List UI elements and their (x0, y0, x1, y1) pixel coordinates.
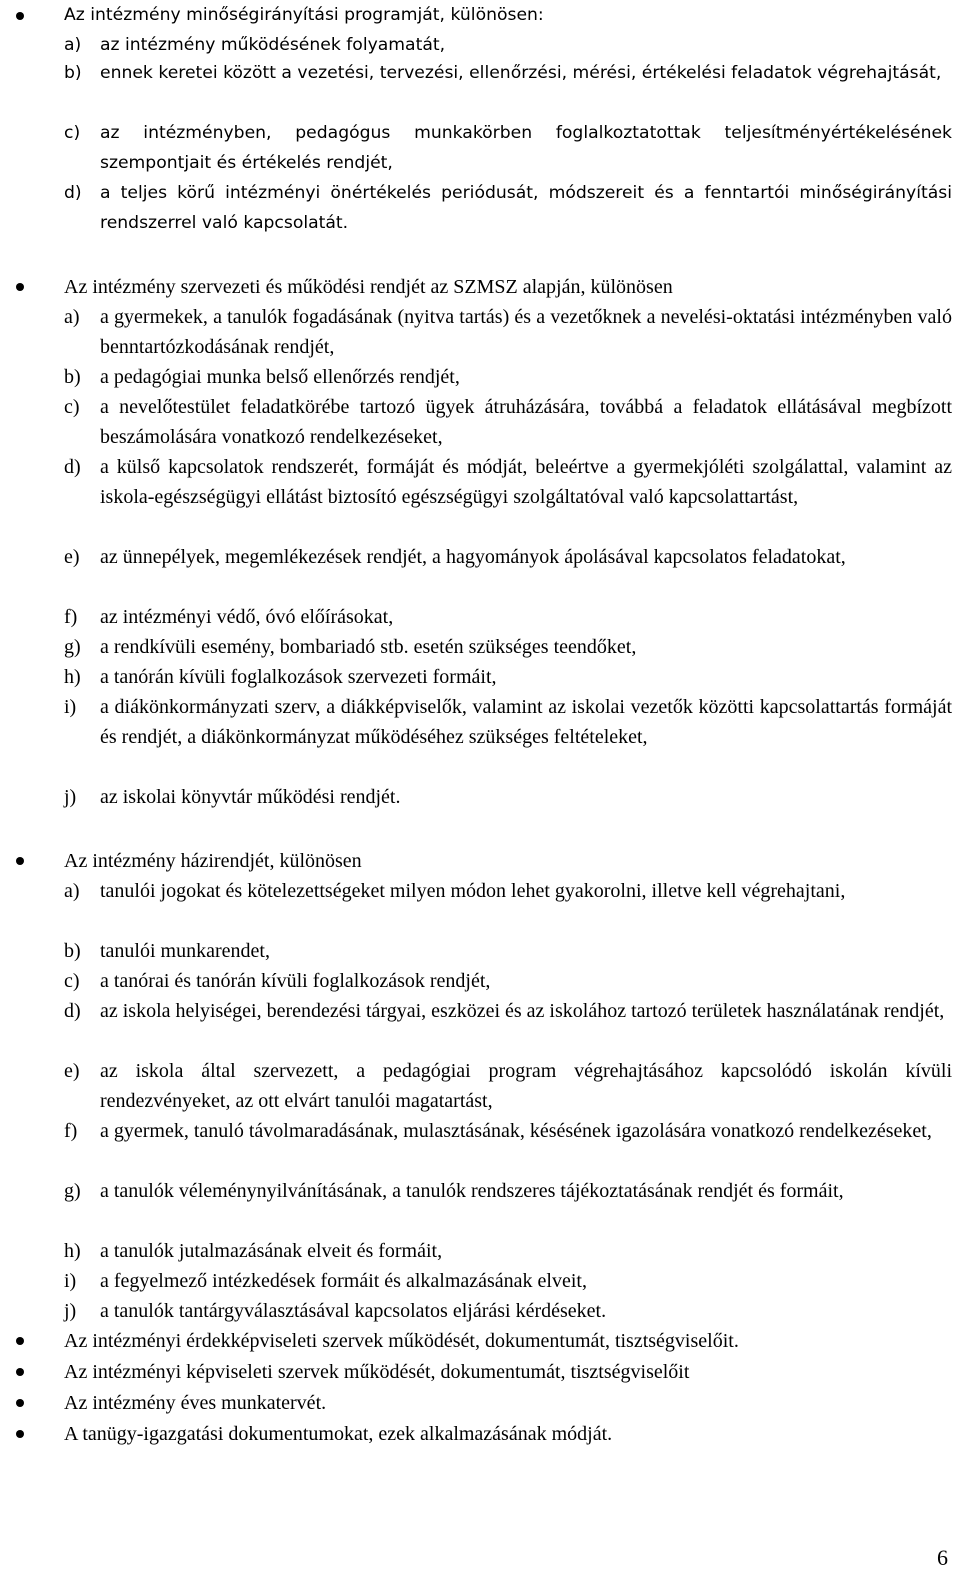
bullet-icon (16, 1430, 24, 1438)
section-heading: A tanügy-igazgatási dokumentumokat, ezek alkalmazásának módját. (64, 1423, 613, 1445)
section-heading: Az intézményi érdekképviseleti szervek működését, dokumentumát, tisztségviselőit. (64, 1330, 739, 1352)
section-heading: Az intézmény házirendjét, különösen (64, 850, 362, 872)
section-heading: Az intézményi képviseleti szervek működését, dokumentumát, tisztségviselőit (64, 1361, 690, 1383)
page-number: 6 (937, 1545, 948, 1570)
bullet-icon (16, 857, 24, 865)
bullet-icon (16, 283, 24, 291)
bullet-icon (16, 1368, 24, 1376)
bullet-icon (16, 12, 24, 20)
section-heading: Az intézmény éves munkatervét. (64, 1392, 327, 1414)
bullet-icon (16, 1337, 24, 1345)
document-page: Az intézmény minőségirányítási programját, különösen: a) az intézmény működésének folyamatát, b) ennek keretei között a vezetési, tervezési, ellenőrzési, mérési, értékelési feladatok végrehajtását, c) az intézményben, pedagógus munkakörben foglalkoztatottak teljesítményértékelésének szempontjait és értékelés rendjét, d) a teljes körű intézményi önértékelés periódusát, módszereit és a fenntartói minőségirányítási rendszerrel való kapcsolatát. Az intézmény szervezeti és működési rendjét az SZMSZ alapján, különösen a) a gyermekek, a tanulók fogadásának (nyitva tartás) és a vezetőknek a nevelési-oktatási intézményben való benntartózkodásának rendjét, b) a pedagógiai munka belső ellenőrzés rendjét, c) a nevelőtestület feladatkörébe tartozó ügyek átruházására, továbbá a feladatok ellátásával megbízott beszámolására vonatkozó rendelkezéseket, d) a külső kapcsolatok rendszerét, formáját és módját, beleértve a gyermekjóléti szolgálattal, valamint az iskola-egészségügyi ellátást biztosító egészségügyi szolgáltatóval való kapcsolattartást, e) az ünnepélyek, megemlékezések rendjét, a hagyományok ápolásával kapcsolatos feladatokat, f) az intézményi védő, óvó előírásokat, g) a rendkívüli esemény, bombariadó stb. esetén szükséges teendőket, h) a tanórán kívüli foglalkozások szervezeti formáit, i) a diákönkormányzati szerv, a diákképviselők, valamint az iskolai vezetők közötti kapcsolattartás formáját és rendjét, a diákönkormányzat működéséhez szükséges feltételeket, j) az iskolai könyvtár működési rendjét. Az intézmény házirendjét, különösen a) tanulói jogokat és kötelezettségeket milyen módon lehet gyakorolni, illetve kell végrehajtani, b) tanulói munkarendet, c) a tanórai és tanórán kívüli foglalkozások rendjét, d) az iskola helyiségei, berendezési tárgyai, eszközei és az iskolához tartozó területek használatának rendjét, e) az iskola által szervezett, a pedagógiai program végrehajtásához kapcsolódó iskolán kívüli rendezvényeket, az ott elvárt tanulói magatartást, f) a gyermek, tanuló távolmaradásának, mulasztásának, késésének igazolására vonatkozó rendelkezéseket, g) a tanulók véleménynyilvánításának, a tanulók rendszeres tájékoztatásának rendjét és formáit, h) a tanulók jutalmazásának elveit és formáit, i) a fegyelmező intézkedések formáit és alkalmazásának elveit, j) a tanulók tantárgyválasztásával kapcsolatos eljárási kérdéseket. Az intézményi érdekképviseleti szervek működését, dokumentumát, tisztségviselőit. Az intézményi képviseleti szervek működését, dokumentumát, tisztségviselőit Az intézmény éves munkatervét. A tanügy-igazgatási dokumentumokat, ezek alkalmazásának módját. 6 (0, 0, 960, 1575)
section-heading: Az intézmény szervezeti és működési rendjét az SZMSZ alapján, különösen (64, 276, 673, 298)
bullet-icon (16, 1399, 24, 1407)
section-heading: Az intézmény minőségirányítási programját, különösen: (64, 5, 544, 25)
